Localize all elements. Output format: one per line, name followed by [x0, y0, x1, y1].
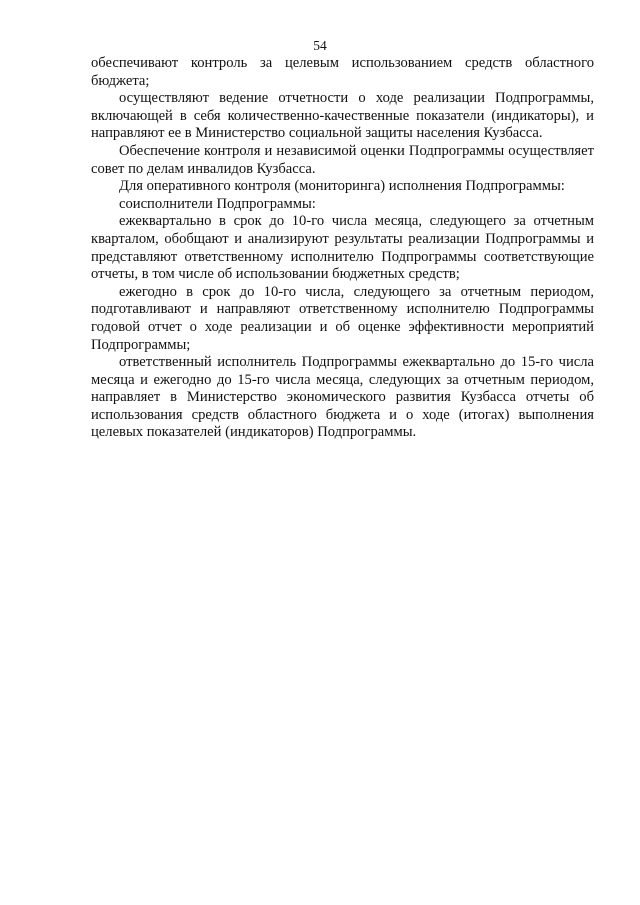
paragraph-5: соисполнители Подпрограммы: — [119, 195, 316, 212]
body-text — [91, 55, 594, 442]
page-number: 54 — [313, 38, 327, 53]
paragraph-7: ежегодно в срок до 10-го числа, следующего за отчетным периодом, подготавливают и направляют ответственному исполнителю Подпрограммы годовой отчет о ходе реализации и об оценке эффективности мероприятий Подпрограммы; — [91, 283, 594, 353]
paragraph-3: Обеспечение контроля и независимой оценки Подпрограммы осуществляет совет по делам инвалидов Кузбасса. — [91, 142, 594, 177]
paragraph-1: обеспечивают контроль за целевым использованием средств областного бюджета; — [91, 55, 594, 89]
paragraph-8: ответственный исполнитель Подпрограммы ежеквартально до 15-го числа месяца и ежегодно до 15-го числа месяца, следующих за отчетным периодом, направляет в Министерство экономического развития Кузбасса отчеты об использования средств областного бюджета и о ходе (итогах) выполнения целевых показателей (индикаторов) Подпрограммы. — [91, 354, 594, 441]
paragraph-2: осуществляют ведение отчетности о ходе реализации Подпрограммы, включающей в себя количественно-качественные показатели (индикаторы), и направляют ее в Министерство социальной защиты населения Кузбасса. — [91, 90, 594, 142]
paragraph-4: Для оперативного контроля (мониторинга) исполнения Подпрограммы: — [119, 178, 565, 195]
paragraph-6: ежеквартально в срок до 10-го числа месяца, следующего за отчетным кварталом, обобщают и анализируют результаты реализации Подпрограммы и представляют ответственному исполнителю Подпрограммы соответствующие отчеты, в том числе об использовании бюджетных средств; — [91, 213, 594, 283]
